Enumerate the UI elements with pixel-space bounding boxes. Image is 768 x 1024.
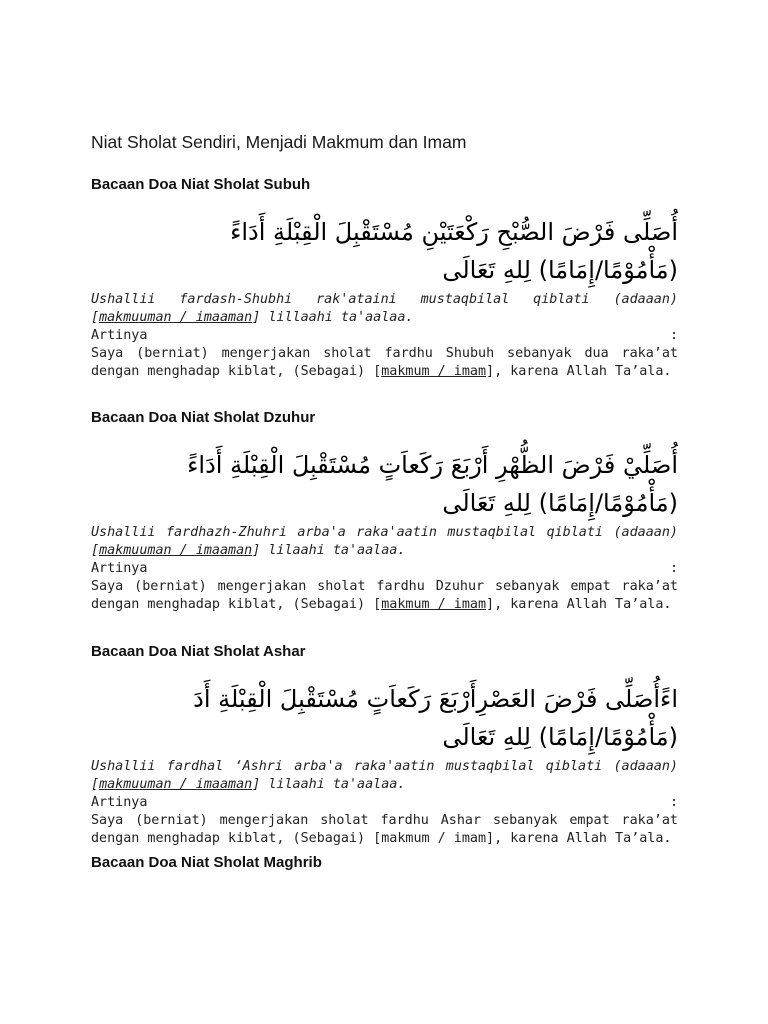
section-subuh	[91, 176, 678, 381]
latin-transliteration	[91, 291, 678, 327]
meaning-part: Saya (berniat) mengerjakan sholat fardhu Dzuhur sebanyak empat raka’at dengan menghadap kiblat, (Sebagai) [	[91, 579, 678, 612]
latin-text: Ushallii fardhazh-Zhuhri arba'a raka'aatin mustaqbilal qiblati (adaaan) [	[91, 525, 678, 558]
latin-text: Ushallii fardash-Shubhi rak'ataini mustaqbilal qiblati (adaaan) [	[91, 292, 678, 325]
artinya-label: Artinya	[91, 328, 148, 343]
latin-text: ] lilaahi ta'aalaa.	[252, 543, 406, 558]
latin-text: ] lilaahi ta'aalaa.	[252, 777, 406, 792]
underlined-text: makmum / imam	[381, 364, 487, 379]
underlined-text: makmum / imam	[381, 597, 487, 612]
arabic-niat	[91, 213, 678, 289]
arabic-line: (مَأْمُوْمًا/إِمَامًا) لِلهِ تَعَالَى	[442, 489, 678, 517]
artinya-colon: :	[669, 561, 678, 576]
underlined-text: makmuuman / imaaman	[99, 543, 253, 558]
meaning-part: Saya (berniat) mengerjakan sholat fardhu Ashar sebanyak empat raka’at dengan menghadap kiblat, (Sebagai) [makmum / imam], karena Allah Ta’ala.	[91, 813, 678, 846]
underlined-text: makmuuman / imaaman	[99, 777, 253, 792]
meaning-text	[91, 345, 678, 381]
meaning-part: Saya (berniat) mengerjakan sholat fardhu Shubuh sebanyak dua raka’at dengan menghadap kiblat, (Sebagai) [	[91, 346, 678, 379]
latin-text: ] lillaahi ta'aalaa.	[252, 310, 414, 325]
arabic-line: أُصَلِّيْ فَرْضَ الظُّهْرِ أَرْبَعَ رَكَعاَتٍ مُسْتَقْبِلَ الْقِبْلَةِ أَدَاءً	[187, 451, 678, 479]
arabic-line: اءًأُصَلِّى فَرْضَ العَصْرِأَرْبَعَ رَكَعاَتٍ مُسْتَقْبِلَ الْقِبْلَةِ أَدَ	[193, 685, 678, 713]
section-heading: Bacaan Doa Niat Sholat Subuh	[91, 176, 311, 193]
artinya-row	[91, 327, 678, 345]
section-dzuhur	[91, 409, 678, 614]
section-ashar	[91, 643, 678, 848]
arabic-line: أُصَلِّى فَرْضَ الصُّبْحِ رَكْعَتَيْنِ مُسْتَقْبِلَ الْقِبْلَةِ أَدَاءً	[230, 218, 678, 246]
meaning-text	[91, 578, 678, 614]
artinya-label: Artinya	[91, 795, 148, 810]
meaning-text	[91, 812, 678, 848]
latin-transliteration	[91, 758, 678, 794]
meaning-part: ], karena Allah Ta’ala.	[486, 597, 672, 612]
artinya-row	[91, 794, 678, 812]
arabic-niat	[91, 446, 678, 522]
section-heading: Bacaan Doa Niat Sholat Dzuhur	[91, 409, 316, 426]
underlined-text: makmuuman / imaaman	[99, 310, 253, 325]
artinya-colon: :	[669, 328, 678, 343]
section-heading: Bacaan Doa Niat Sholat Ashar	[91, 643, 306, 660]
arabic-niat	[91, 680, 678, 756]
arabic-line: (مَأْمُوْمًا/إِمَامًا) لِلهِ تَعَالَى	[442, 256, 678, 284]
artinya-row	[91, 560, 678, 578]
latin-transliteration	[91, 524, 678, 560]
artinya-colon: :	[669, 795, 678, 810]
document-title: Niat Sholat Sendiri, Menjadi Makmum dan Imam	[91, 132, 467, 152]
latin-text: Ushallii fardhal ‘Ashri arba'a raka'aatin mustaqbilal qiblati (adaaan) [	[91, 759, 678, 792]
arabic-line: (مَأْمُوْمًا/إِمَامًا) لِلهِ تَعَالَى	[442, 723, 678, 751]
section-heading: Bacaan Doa Niat Sholat Maghrib	[91, 854, 322, 871]
section-maghrib	[91, 854, 678, 871]
artinya-label: Artinya	[91, 561, 148, 576]
meaning-part: ], karena Allah Ta’ala.	[486, 364, 672, 379]
